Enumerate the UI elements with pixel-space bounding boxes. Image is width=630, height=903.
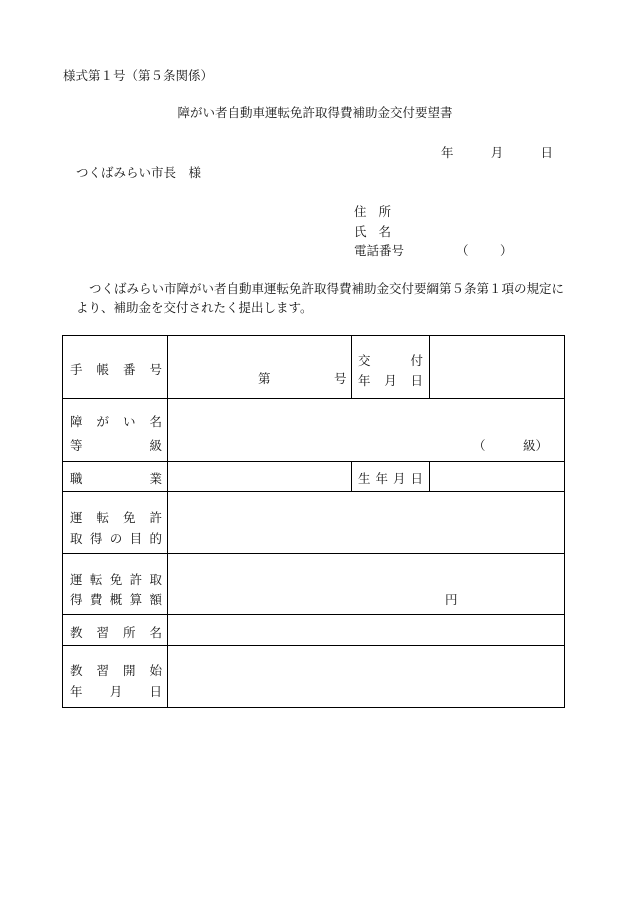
label-char: 開 (122, 663, 136, 678)
label-char: 的 (149, 531, 162, 546)
label-char: 年 (70, 684, 83, 699)
label-char: 免 (122, 510, 136, 525)
date-year-label: 年 (441, 145, 454, 160)
label-school-name (70, 623, 162, 641)
label-char: 手 (70, 362, 83, 377)
phone-paren-close: ） (500, 243, 513, 258)
label-cost-line-2 (70, 590, 162, 608)
label-char: 習 (96, 663, 109, 678)
table-row-line (62, 461, 564, 462)
label-char: 付 (410, 353, 423, 368)
name-label (354, 222, 391, 240)
label-purpose-line-2 (70, 529, 162, 547)
label-start-line-1 (70, 661, 162, 679)
submission-date (441, 143, 553, 161)
address-label-char: 所 (378, 204, 391, 219)
date-month-label: 月 (490, 145, 504, 160)
label-char: 運 (70, 510, 83, 525)
label-char: 概 (109, 592, 123, 607)
table-row-line (62, 553, 564, 554)
label-char: 月 (384, 373, 397, 388)
cost-yen-unit: 円 (445, 592, 458, 607)
table-divider (351, 461, 352, 491)
label-grade (70, 436, 162, 454)
date-day-label: 日 (540, 145, 553, 160)
label-char: 目 (129, 531, 143, 546)
label-char: 日 (149, 684, 162, 699)
label-char: 許 (129, 572, 143, 587)
label-char: 障 (70, 414, 83, 429)
label-char: 教 (70, 663, 83, 678)
label-char: 帳 (96, 362, 109, 377)
grade-value: （ 級） (473, 438, 549, 453)
label-char: 許 (149, 510, 162, 525)
table-row-line (62, 614, 564, 615)
label-char: 級 (149, 438, 162, 453)
label-char: 得 (89, 531, 103, 546)
body-text-line-2: より、補助金を交付されたく提出します。 (76, 300, 313, 315)
label-char: の (109, 531, 123, 546)
form-id: 様式第１号（第５条関係） (63, 68, 214, 83)
label-char: 転 (96, 510, 109, 525)
name-label-char: 名 (378, 224, 391, 239)
table-divider (351, 335, 352, 398)
label-birth-date (358, 469, 423, 487)
address-label (354, 202, 391, 220)
label-char: 習 (96, 625, 109, 640)
application-table (62, 335, 565, 708)
label-char: 年 (375, 471, 388, 486)
address-label-char: 住 (354, 204, 367, 219)
document-title: 障がい者自動車運転免許取得費補助金交付要望書 (177, 105, 453, 120)
label-char: が (96, 414, 109, 429)
label-purpose-line-1 (70, 508, 162, 526)
body-text-line-1: つくばみらい市障がい者自動車運転免許取得費補助金交付要綱第５条第１項の規定に (89, 281, 565, 296)
phone-label: 電話番号 (354, 243, 405, 258)
label-char: 名 (149, 625, 162, 640)
label-char: 年 (358, 373, 371, 388)
label-char: い (122, 414, 136, 429)
table-divider (429, 461, 430, 491)
phone-paren-open: （ (456, 243, 469, 258)
label-char: 月 (109, 684, 123, 699)
label-char: 得 (70, 592, 83, 607)
label-char: 教 (70, 625, 83, 640)
label-start-line-2 (70, 682, 162, 700)
label-issue-date (358, 371, 423, 389)
label-char: 始 (149, 663, 162, 678)
table-row-line (62, 398, 564, 399)
label-char: 生 (358, 471, 371, 486)
label-char: 費 (89, 592, 103, 607)
label-char: 所 (122, 625, 136, 640)
table-divider (429, 335, 430, 398)
label-char: 交 (358, 353, 371, 368)
notebook-dai: 第 (258, 371, 271, 386)
label-disability-name (70, 412, 162, 430)
label-char: 号 (149, 362, 162, 377)
label-char: 職 (70, 471, 83, 486)
label-char: 転 (89, 572, 103, 587)
label-char: 運 (70, 572, 83, 587)
label-char: 日 (410, 471, 423, 486)
label-cost-line-1 (70, 570, 162, 588)
label-char: 免 (109, 572, 123, 587)
notebook-go: 号 (334, 371, 347, 386)
table-divider (167, 335, 168, 707)
label-char: 取 (149, 572, 162, 587)
table-row-line (62, 491, 564, 492)
label-notebook-number (70, 360, 162, 378)
name-label-char: 氏 (354, 224, 367, 239)
label-occupation (70, 469, 162, 487)
label-char: 名 (149, 414, 162, 429)
addressee: つくばみらい市長 様 (76, 165, 202, 180)
label-char: 業 (149, 471, 162, 486)
label-char: 日 (410, 373, 423, 388)
label-char: 額 (149, 592, 162, 607)
table-row-line (62, 645, 564, 646)
label-char: 等 (70, 438, 83, 453)
label-char: 取 (70, 531, 83, 546)
label-char: 番 (122, 362, 136, 377)
label-char: 月 (392, 471, 406, 486)
label-issue (358, 351, 423, 369)
label-char: 算 (129, 592, 143, 607)
